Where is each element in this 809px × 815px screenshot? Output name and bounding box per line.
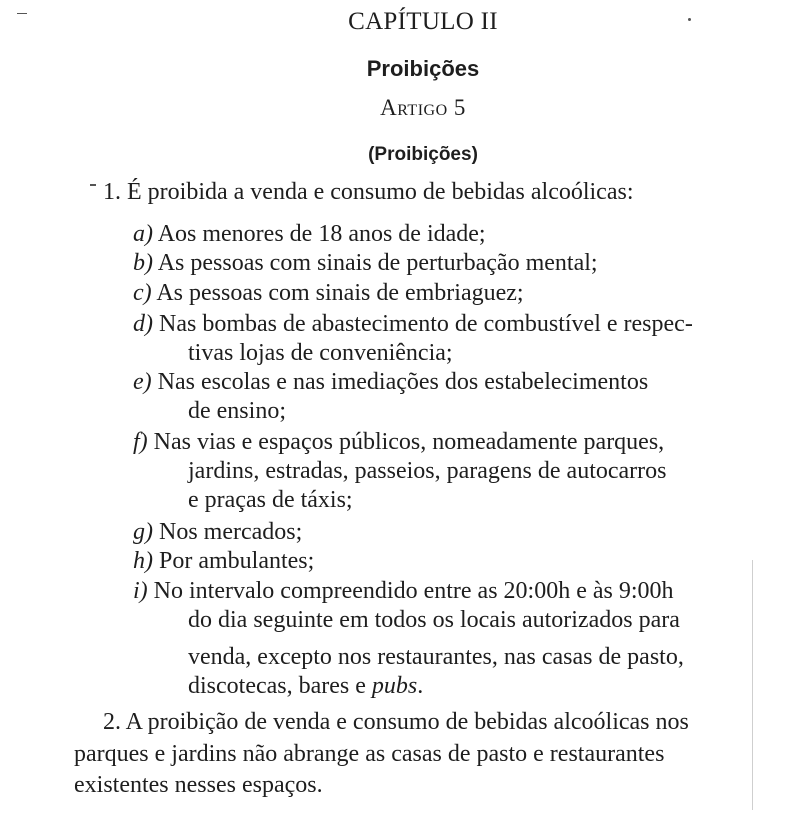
last-line-text: discotecas, bares e: [188, 673, 372, 699]
list-item-h: [133, 547, 314, 576]
item-text: No intervalo compreendido entre as 20:00h e às 9:00h: [153, 578, 674, 604]
list-item-g: [133, 518, 302, 547]
list-item-e: [133, 368, 648, 397]
list-item-i: [133, 577, 674, 606]
item-text: As pessoas com sinais de perturbação mental;: [157, 250, 598, 276]
item-text: As pessoas com sinais de embriaguez;: [156, 280, 524, 306]
item-text: Nas escolas e nas imediações dos estabelecimentos: [157, 369, 649, 395]
item-text: Nas vias e espaços públicos, nomeadamente parques,: [153, 429, 665, 455]
list-item-f-continuation: e praças de táxis;: [188, 487, 353, 513]
paragraph-2-line: parques e jardins não abrange as casas de pasto e restaurantes: [74, 741, 665, 767]
paragraph-2-line: 2. A proibição de venda e consumo de bebidas alcoólicas nos: [103, 709, 689, 735]
scan-speck: [688, 18, 691, 21]
list-item-d: [133, 310, 693, 339]
scan-speck: [17, 13, 27, 14]
list-item-f-continuation: jardins, estradas, passeios, paragens de autocarros: [188, 458, 667, 484]
paragraph-2-line: existentes nesses espaços.: [74, 772, 323, 798]
article-subtitle: (Proibições): [368, 144, 478, 165]
list-item-a: [133, 220, 486, 249]
italic-word: pubs: [371, 673, 418, 699]
list-item-b: [133, 249, 598, 278]
item-text: Por ambulantes;: [159, 548, 315, 574]
item-text: Nos mercados;: [159, 519, 303, 545]
item-text: Aos menores de 18 anos de idade;: [157, 221, 486, 247]
item-letter: h): [133, 548, 153, 574]
item-letter: g): [133, 519, 153, 545]
item-text: Nas bombas de abastecimento de combustível e respec-: [159, 311, 693, 337]
list-item-i-last-line: [188, 672, 423, 701]
list-item-c: [133, 279, 524, 308]
list-item-e-continuation: de ensino;: [188, 398, 286, 424]
list-item-i-continuation: venda, excepto nos restaurantes, nas casas de pasto,: [188, 644, 684, 670]
item-letter: i): [133, 578, 148, 604]
item-letter: a): [133, 221, 153, 247]
scan-speck: [90, 184, 96, 186]
item-letter: c): [133, 280, 152, 306]
scan-edge-line: [752, 560, 753, 810]
section-title: Proibições: [366, 56, 480, 81]
last-line-end: .: [417, 673, 424, 699]
list-item-i-continuation: do dia seguinte em todos os locais autorizados para: [188, 607, 680, 633]
list-item-f: [133, 428, 664, 457]
article-heading: Artigo 5: [380, 95, 466, 120]
item-letter: d): [133, 311, 153, 337]
item-letter: f): [133, 429, 148, 455]
chapter-heading: CAPÍTULO II: [348, 8, 498, 35]
list-item-d-continuation: tivas lojas de conveniência;: [188, 340, 453, 366]
item-letter: e): [133, 369, 152, 395]
paragraph-1-intro: 1. É proibida a venda e consumo de bebidas alcoólicas:: [103, 179, 634, 205]
item-letter: b): [133, 250, 153, 276]
